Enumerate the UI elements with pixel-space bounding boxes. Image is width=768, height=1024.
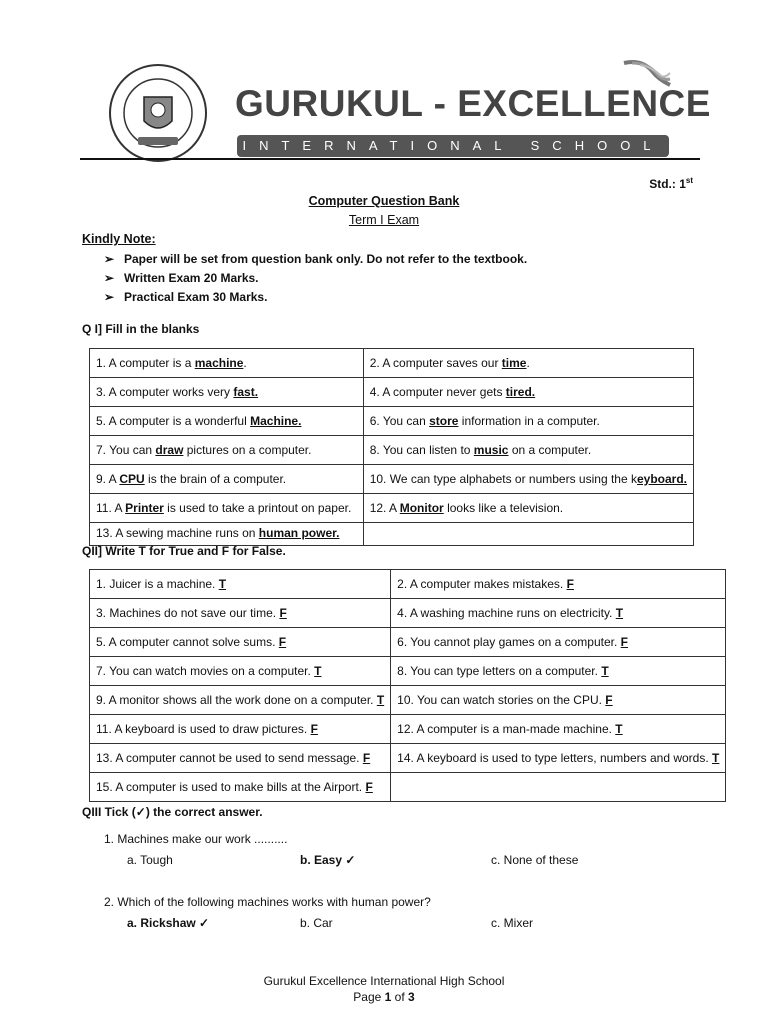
note-heading: Kindly Note: [82, 232, 156, 246]
answer-text: music [473, 443, 509, 457]
table-row [90, 715, 726, 744]
table-row [90, 494, 694, 523]
mcq-option-a: a. Tough [127, 853, 173, 867]
mcq-question: 1. Machines make our work .......... [104, 832, 288, 846]
mcq-option-b: b. Car [300, 916, 333, 930]
question-cell [90, 407, 364, 436]
answer-text: Machine. [250, 414, 302, 428]
footer-school: Gurukul Excellence International High School [263, 974, 505, 988]
question-cell [90, 628, 391, 657]
table-row [90, 349, 694, 378]
answer-text: human power. [258, 526, 340, 540]
question-text: 12. A computer is a man-made machine. [397, 722, 616, 736]
arrow-bullet-icon: ➢ [104, 271, 115, 285]
question-text: information in a computer. [458, 414, 600, 428]
answer-text: T [376, 693, 385, 707]
answer-text: Monitor [399, 501, 444, 515]
question-cell [90, 349, 364, 378]
note-item: ➢ Practical Exam 30 Marks. [104, 288, 527, 307]
answer-text: tired. [505, 385, 536, 399]
question-text: 1. Juicer is a machine. [96, 577, 219, 591]
mcq-option-a: a. Rickshaw ✓ [127, 916, 210, 930]
question-text: 13. A sewing machine runs on [96, 526, 259, 540]
question-text: 10. We can type alphabets or numbers using the k [369, 472, 637, 486]
question-text: is the brain of a computer. [144, 472, 287, 486]
q3-heading: QIII Tick (✓) the correct answer. [82, 805, 263, 819]
mcq-option-b: b. Easy ✓ [300, 853, 356, 867]
question-text: 11. A [96, 501, 126, 515]
table-row [90, 407, 694, 436]
question-cell [391, 599, 726, 628]
school-header [80, 55, 711, 160]
answer-text: CPU [119, 472, 145, 486]
answer-text: F [566, 577, 574, 591]
school-name: GURUKUL - EXCELLENCE [235, 83, 711, 124]
question-text: 9. A [96, 472, 120, 486]
q1-heading: Q I] Fill in the blanks [82, 322, 200, 336]
question-cell [363, 494, 693, 523]
question-text: pictures on a computer. [183, 443, 312, 457]
school-subtitle: INTERNATIONAL SCHOOL [237, 135, 669, 157]
question-text: looks like a television. [443, 501, 564, 515]
question-text: 12. A [369, 501, 400, 515]
wave-logo-icon [622, 59, 672, 89]
question-cell [391, 744, 726, 773]
q2-table [89, 569, 726, 802]
answer-text: Printer [125, 501, 164, 515]
question-text: 7. You can watch movies on a computer. [96, 664, 315, 678]
question-text: 13. A computer cannot be used to send message. [96, 751, 363, 765]
question-cell [391, 570, 726, 599]
question-cell [363, 465, 693, 494]
answer-text: T [615, 606, 624, 620]
answer-text: draw [155, 443, 184, 457]
question-cell [363, 436, 693, 465]
question-text: 5. A computer is a wonderful [96, 414, 251, 428]
table-row [90, 570, 726, 599]
mcq-question: 2. Which of the following machines works with human power? [104, 895, 431, 909]
answer-text: T [601, 664, 609, 678]
table-row [90, 628, 726, 657]
standard-label: Std.: 1st [649, 176, 693, 191]
answer-text: T [218, 577, 227, 591]
note-list [104, 250, 527, 307]
table-row [90, 436, 694, 465]
school-emblem-icon [108, 63, 208, 163]
question-text: 8. You can type letters on a computer. [397, 664, 602, 678]
answer-text: F [605, 693, 613, 707]
question-cell [90, 378, 364, 407]
question-cell [90, 744, 391, 773]
question-cell [391, 628, 726, 657]
question-text: 10. You can watch stories on the CPU. [397, 693, 606, 707]
table-row [90, 657, 726, 686]
table-row [90, 599, 726, 628]
question-cell [90, 523, 364, 546]
question-text: 4. A washing machine runs on electricity. [397, 606, 616, 620]
question-text: 7. You can [96, 443, 156, 457]
table-row [90, 465, 694, 494]
header-divider [80, 158, 700, 160]
answer-text: T [712, 751, 720, 765]
note-item: ➢ Paper will be set from question bank only. Do not refer to the textbook. [104, 250, 527, 269]
question-text: 8. You can listen to [369, 443, 474, 457]
question-text: . [243, 356, 247, 370]
note-item: ➢ Written Exam 20 Marks. [104, 269, 527, 288]
answer-text: F [279, 606, 287, 620]
question-text: 6. You can [369, 414, 430, 428]
question-text: 3. Machines do not save our time. [96, 606, 280, 620]
answer-text: fast. [233, 385, 259, 399]
question-text: 11. A keyboard is used to draw pictures. [96, 722, 311, 736]
answer-text: F [278, 635, 287, 649]
question-cell [90, 715, 391, 744]
question-text: . [526, 356, 530, 370]
answer-text: T [314, 664, 322, 678]
question-cell [90, 657, 391, 686]
q2-heading: QII] Write T for True and F for False. [82, 544, 286, 558]
question-cell [90, 494, 364, 523]
question-text: 3. A computer works very [96, 385, 234, 399]
answer-text: time [501, 356, 527, 370]
answer-text: store [429, 414, 459, 428]
table-row [90, 744, 726, 773]
mcq-option-c: c. Mixer [491, 916, 533, 930]
answer-text: F [620, 635, 629, 649]
arrow-bullet-icon: ➢ [104, 290, 115, 304]
question-cell [391, 715, 726, 744]
question-text: 6. You cannot play games on a computer. [397, 635, 621, 649]
table-row [90, 523, 694, 546]
question-text: 9. A monitor shows all the work done on a computer. [96, 693, 377, 707]
question-cell [90, 436, 364, 465]
question-cell [391, 686, 726, 715]
answer-text: F [310, 722, 318, 736]
answer-text: T [615, 722, 623, 736]
answer-text: eyboard. [636, 472, 687, 486]
question-cell [363, 407, 693, 436]
question-cell [90, 570, 391, 599]
arrow-bullet-icon: ➢ [104, 252, 115, 266]
question-cell [90, 686, 391, 715]
question-cell [90, 599, 391, 628]
answer-text: machine [194, 356, 244, 370]
question-text: 14. A keyboard is used to type letters, numbers and words. [397, 751, 713, 765]
table-row [90, 378, 694, 407]
question-text: on a computer. [508, 443, 592, 457]
footer-page: Page 1 of 3 [353, 990, 415, 1004]
question-cell [391, 773, 726, 802]
document-subtitle: Term I Exam [348, 213, 420, 227]
table-row [90, 686, 726, 715]
question-text: 15. A computer is used to make bills at the Airport. [96, 780, 366, 794]
question-cell [363, 523, 693, 546]
question-text: is used to take a printout on paper. [163, 501, 352, 515]
q1-table [89, 348, 694, 546]
question-text: 1. A computer is a [96, 356, 195, 370]
question-cell [391, 657, 726, 686]
question-text: 4. A computer never gets [369, 385, 506, 399]
question-cell [363, 378, 693, 407]
question-text: 2. A computer saves our [369, 356, 502, 370]
document-title: Computer Question Bank [308, 194, 460, 208]
question-cell [363, 349, 693, 378]
mcq-option-c: c. None of these [491, 853, 579, 867]
answer-text: F [365, 780, 373, 794]
question-cell [90, 773, 391, 802]
question-cell [90, 465, 364, 494]
question-text: 5. A computer cannot solve sums. [96, 635, 279, 649]
table-row [90, 773, 726, 802]
answer-text: F [362, 751, 371, 765]
question-text: 2. A computer makes mistakes. [397, 577, 567, 591]
